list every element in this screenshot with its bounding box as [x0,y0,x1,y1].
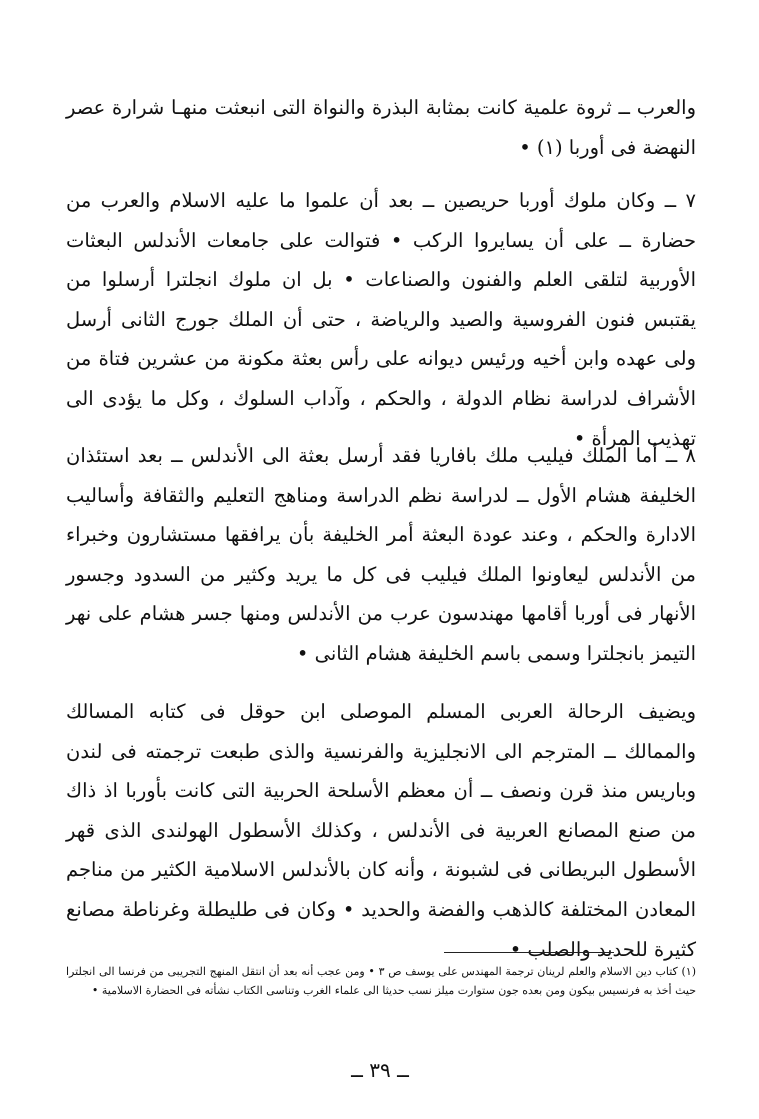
page-number: ــ ٣٩ ــ [351,1058,409,1082]
paragraph-8-king-philip: ٨ ــ أما الملك فيليب ملك بافاريا فقد أرسل بعثة الى الأندلس ــ بعد استئذان الخليفة هشام الأول ــ لدراسة نظم الدراسة ومناهج التعليم والثقافة وأساليب الادارة والحكم ، وعند عودة البعثة أمر الخليفة بأن يرافقها مستشارون وخبراء من الأندلس ليعاونوا الملك فيليب فى كل ما يريد وكثير من السدود وجسور الأنهار فى أوربا أقامها مهندسون عرب من الأندلس ومنها جسر هشام على نهر التيمز بانجلترا وسمى باسم الخليفة هشام الثانى • [66,444,696,665]
paragraph-7-european-kings: ٧ ــ وكان ملوك أوربا حريصين ــ بعد أن علموا ما عليه الاسلام والعرب من حضارة ــ على أن يسايروا الركب • فتوالت على جامعات الأندلس البعثات الأوربية لتلقى العلم والفنون والصناعات • بل ان ملوك انجلترا أرسلوا من يقتبس فنون الفروسية والصيد والرياضة ، حتى أن الملك جورج الثانى أرسل ولى عهده وابن أخيه ورئيس ديوانه على رأس بعثة مكونة من عشرين فتاة من الأشراف لدراسة نظام الدولة ، والحكم ، وآداب السلوك ، وكل ما يؤدى الى تهذيب المرأة • [66,189,696,450]
footnote-divider [444,952,614,953]
paragraph-intro-continuation: والعرب ــ ثروة علمية كانت بمثابة البذرة والنواة التى انبعثت منهـا شرارة عصر النهضة فى أوربا (١) • [66,96,696,159]
paragraph-ibn-hawqal: ويضيف الرحالة العربى المسلم الموصلى ابن حوقل فى كتابه المسالك والممالك ــ المترجم الى الانجليزية والفرنسية والذى طبعت ترجمته فى لندن وباريس منذ قرن ونصف ــ أن معظم الأسلحة الحربية التى كانت بأوربا اذ ذاك من صنع المصانع العربية فى الأندلس ، وكذلك الأسطول الهولندى الذى قهر الأسطول البريطانى فى لشبونة ، وأنه كان بالأندلس الاسلامية الكثير من مناجم المعادن المختلفة كالذهب والفضة والحديد • وكان فى طليطلة وغرناطة مصانع كثيرة للحديد والصلب • [66,700,697,961]
footnote: (١) كتاب دين الاسلام والعلم لرينان ترجمة المهندس على يوسف ص ٣ • ومن عجب أنه بعد أن انتقل المنهج التجريبى من فرنسا الى انجلترا حيث أخذ به فرنسيس بيكون ومن بعده جون ستوارت ميلز نسب حديثا الى علماء الغرب وتناسى الكتاب نشأته فى الحضارة الاسلامية • [66,965,696,997]
